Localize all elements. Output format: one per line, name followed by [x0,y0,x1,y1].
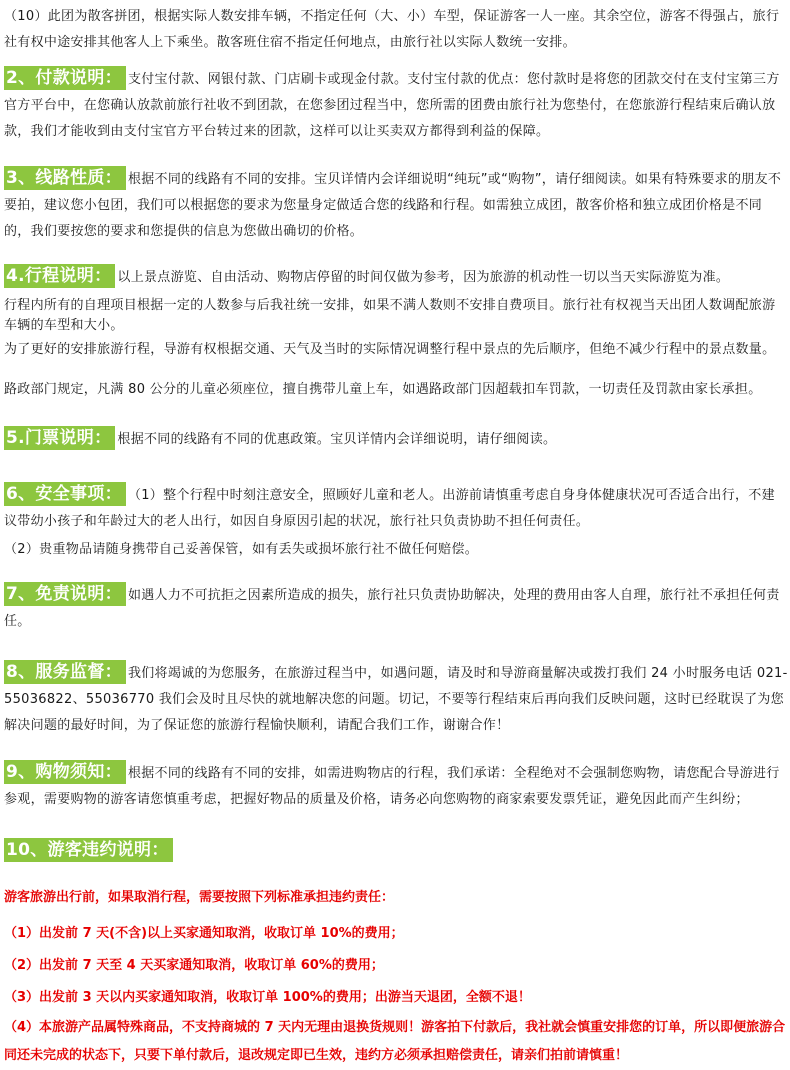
breach-item-4: （4）本旅游产品属特殊商品，不支持商城的 7 天内无理由退换货规则！游客拍下付款后，我社就会慎重安排您的订单，所以即便旅游合同还未完成的状态下，只要下单付款后，退改规定即已生效，违约方必须承担赔偿责任，请亲们拍前请慎重！ [4,1020,786,1063]
breach-item-2: （2）出发前 7 天至 4 天买家通知取消，收取订单 60%的费用； [4,958,384,973]
section-tag-disclaimer: 7、免责说明： [4,582,126,606]
note-10: （10）此团为散客拼团，根据实际人数安排车辆，不指定任何（大、小）车型，保证游客一人一座。其余空位，游客不得强占，旅行社有权中途安排其他客人上下乘坐。散客班住宿不指定任何地点，由旅行社以实际人数统一安排。 [4,9,780,50]
section-text-supervision: 我们将竭诚的为您服务，在旅游过程当中，如遇问题，请及时和导游商量解决或拨打我们 24 小时服务电话 021-55036822、55036770 我们会及时且尽快的就地解决您的问题。切记，不要等行程结束后再向我们反映问题，这时已经耽误了为您解决问题的最好时间，为了保证您的旅游行程愉快顺利，请配合我们工作，谢谢合作！ [4,666,788,733]
section-text-payment: 支付宝付款、网银付款、门店刷卡或现金付款。支付宝付款的优点：您付款时是将您的团款交付在支付宝第三方官方平台中，在您确认放款前旅行社收不到团款，在您参团过程当中，您所需的团费由旅行社为您垫付，在您旅游行程结束后确认放款，我们才能收到由支付宝官方平台转过来的团款，这样可以让买卖双方都得到利益的保障。 [4,72,780,139]
section-shopping [4,760,788,813]
section-tag-supervision: 8、服务监督： [4,660,126,684]
section-payment [4,66,788,145]
itinerary-note-3: 路政部门规定，凡满 80 公分的儿童必须座位，擅自携带儿童上车，如遇路政部门因超载扣车罚款，一切责任及罚款由家长承担。 [4,382,762,397]
section-disclaimer [4,582,788,635]
section-tag-itinerary: 4.行程说明： [4,264,115,288]
section-tag-route: 3、线路性质： [4,166,126,190]
section-tickets [4,426,788,453]
section-text-safety: （1）整个行程中时刻注意安全，照顾好儿童和老人。出游前请慎重考虑自身身体健康状况可否适合出行，不建议带幼小孩子和年龄过大的老人出行，如因自身原因引起的状况，旅行社只负责协助不担任何责任。 [4,488,775,529]
breach-item-3: （3）出发前 3 天以内买家通知取消，收取订单 100%的费用；出游当天退团，全额不退！ [4,990,531,1005]
section-text-itinerary: 以上景点游览、自由活动、购物店停留的时间仅做为参考，因为旅游的机动性一切以当天实际游览为准。 [117,270,730,285]
section-text-tickets: 根据不同的线路有不同的优惠政策。宝贝详情内会详细说明，请仔细阅读。 [117,432,557,447]
section-tag-safety: 6、安全事项： [4,482,126,506]
section-itinerary [4,264,788,291]
section-text-shopping: 根据不同的线路有不同的安排，如需进购物店的行程，我们承诺：全程绝对不会强制您购物，请您配合导游进行参观，需要购物的游客请您慎重考虑，把握好物品的质量及价格，请务必向您购物的商家索要发票凭证，避免因此而产生纠纷； [4,766,780,807]
section-tag-shopping: 9、购物须知： [4,760,126,784]
breach-item-1: （1）出发前 7 天(不含)以上买家通知取消，收取订单 10%的费用； [4,926,404,941]
section-tag-breach: 10、游客违约说明： [4,838,173,862]
itinerary-note-1: 行程内所有的自理项目根据一定的人数参与后我社统一安排，如果不满人数则不安排自费项目。旅行社有权视当天出团人数调配旅游车辆的车型和大小。 [4,298,776,333]
section-text-disclaimer: 如遇人力不可抗拒之因素所造成的损失，旅行社只负责协助解决，处理的费用由客人自理，旅行社不承担任何责任。 [4,588,780,629]
section-supervision [4,660,788,739]
section-tag-payment: 2、付款说明： [4,66,126,90]
safety-note-2: （2）贵重物品请随身携带自己妥善保管，如有丢失或损坏旅行社不做任何赔偿。 [4,542,479,557]
section-breach-heading [4,838,788,865]
section-text-route: 根据不同的线路有不同的安排。宝贝详情内会详细说明“纯玩”或“购物”，请仔细阅读。如果有特殊要求的朋友不要拍，建议您小包团，我们可以根据您的要求为您量身定做适合您的线路和行程。如需独立成团，散客价格和独立成团价格是不同的，我们要按您的要求和您提供的信息为您做出确切的价格。 [4,172,782,239]
section-route [4,166,788,245]
breach-intro: 游客旅游出行前，如果取消行程，需要按照下列标准承担违约责任： [4,890,395,905]
itinerary-note-2: 为了更好的安排旅游行程，导游有权根据交通、天气及当时的实际情况调整行程中景点的先后顺序，但绝不减少行程中的景点数量。 [4,342,776,357]
section-tag-tickets: 5.门票说明： [4,426,115,450]
section-safety [4,482,788,535]
